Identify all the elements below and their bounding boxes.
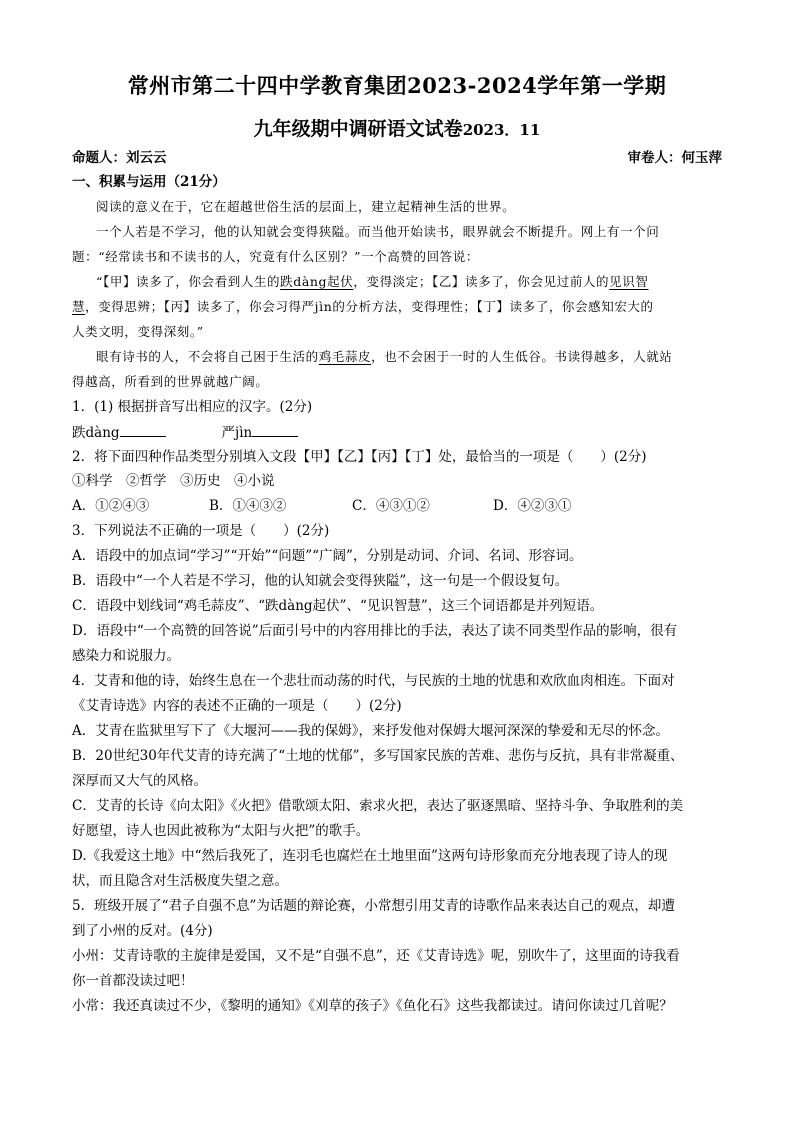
passage-paragraph-1: 阅读的意义在于，它在超越世俗生活的层面上，建立起精神生活的世界。 <box>96 199 516 214</box>
passage-paragraph-3-end: 人类文明，变得深刻。” <box>72 324 204 339</box>
exam-title: 常州市第二十四中学教育集团2023-2024学年第一学期 <box>127 73 667 98</box>
exam-subtitle <box>0 114 794 141</box>
underlined-word: 慧 <box>72 299 86 314</box>
passage-paragraph-3-cont <box>72 297 722 317</box>
passage-text: ，也不会困于一时的人生低谷。书读得越多，人就站 <box>371 349 673 364</box>
q3-option-d[interactable]: D．语段中“一个高赞的回答说”后面引号中的内容用排比的手法，表达了读不同类型作品的影响，很有 <box>72 623 678 639</box>
q1-stem: 1．(1) 根据拼音写出相应的汉字。(2分) <box>72 399 313 415</box>
q5-dialogue-xiaozhou: 小州：艾青诗歌的主旋律是爱国，又不是“自强不息”，还《艾青诗选》呢，别吹牛了，这里面的诗我看 <box>72 948 680 964</box>
q3-option-d-cont: 感染力和说服力。 <box>72 648 180 664</box>
q2-option-a[interactable]: A．①②④③ <box>72 498 150 514</box>
q2-options <box>72 496 722 516</box>
reviewer: 审卷人：何玉萍 <box>627 150 722 166</box>
q5-stem-cont: 到了小州的反对。(4分) <box>72 923 213 939</box>
answer-blank-2[interactable] <box>252 422 298 437</box>
passage-paragraph-3 <box>96 272 722 292</box>
q5-stem: 5．班级开展了“君子自强不息”为话题的辩论赛，小常想引用艾青的诗歌作品来表达自己的观点，却遭 <box>72 898 675 914</box>
passage-text: 眼有诗书的人，不会将自己困于生活的 <box>96 349 319 364</box>
q3-option-b[interactable]: B．语段中“一个人若是不学习，他的认知就会变得狭隘”，这一句是一个假设复句。 <box>72 573 569 589</box>
q4-option-c-cont: 好愿望，诗人也因此被称为“太阳与火把”的歌手。 <box>72 823 370 839</box>
q4-option-d-cont: 状，而且隐含对生活极度失望之意。 <box>72 873 288 889</box>
q2-types: ①科学 ②哲学 ③历史 ④小说 <box>72 473 275 489</box>
underlined-word: 见识智 <box>609 274 649 289</box>
q3-option-c[interactable]: C．语段中划线词“鸡毛蒜皮”、“跌dàng起伏”、“见识智慧”，这三个词语都是并列短语。 <box>72 598 604 614</box>
passage-paragraph-4 <box>96 347 722 367</box>
q1-blanks <box>72 422 722 443</box>
author-row <box>72 148 722 168</box>
exam-date: 2023．11 <box>462 121 541 139</box>
section-heading: 一、积累与运用（21分） <box>72 174 226 190</box>
q1-pinyin-1: 跌dàng <box>72 425 120 441</box>
underlined-word: 跌dàng起伏 <box>280 274 354 289</box>
q3-stem: 3．下列说法不正确的一项是（ ）(2分) <box>72 523 330 539</box>
q4-option-d[interactable]: D.《我爱这土地》中“然后我死了，连羽毛也腐烂在土地里面”这两句诗形象而充分地表现了诗人的现 <box>72 848 668 864</box>
passage-paragraph-2: 一个人若是不学习，他的认知就会变得狭隘。而当他开始读书，眼界就会不断提升。网上有一个问 <box>96 224 660 239</box>
q3-option-a[interactable]: A．语段中的加点词“学习”“开始”“问题”“广阔”，分别是动词、介词、名词、形容词。 <box>72 548 583 564</box>
q4-option-a[interactable]: A．艾青在监狱里写下了《大堰河——我的保姆》，来抒发他对保姆大堰河深深的挚爱和无尽的怀念。 <box>72 723 669 739</box>
q2-stem: 2．将下面四种作品类型分别填入文段【甲】【乙】【丙】【丁】处，最恰当的一项是（ ）(2分) <box>72 449 647 465</box>
underlined-word: 鸡毛蒜皮 <box>318 349 372 364</box>
q4-option-c[interactable]: C．艾青的长诗《向太阳》《火把》借歌颂太阳、索求火把，表达了驱逐黑暗、坚持斗争、争取胜利的美 <box>72 798 684 814</box>
q2-option-c[interactable]: C．④③①② <box>352 498 430 514</box>
q2-option-d[interactable]: D．④②③① <box>493 498 572 514</box>
q4-stem-cont: 《艾青诗选》内容的表述不正确的一项是（ ）(2分) <box>72 698 402 714</box>
passage-paragraph-2-cont: 题：“经常读书和不读书的人，究竟有什么区别？”一个高赞的回答说： <box>72 249 479 264</box>
passage-paragraph-4-cont: 得越高，所看到的世界就越广阔。 <box>72 374 269 389</box>
q4-option-b-cont: 深厚而又大气的风格。 <box>72 773 207 789</box>
author: 命题人：刘云云 <box>72 150 167 166</box>
passage-text: ，变得思辨；【丙】读多了，你会习得严jìn的分析方法，变得理性；【丁】读多了，你会感知宏大的 <box>85 299 654 314</box>
q5-dialogue-xiaozhou-cont: 你一首都没读过吧！ <box>72 973 194 989</box>
passage-text: “【甲】读多了，你会看到人生的 <box>96 274 281 289</box>
q4-stem: 4．艾青和他的诗，始终生息在一个悲壮而动荡的时代，与民族的土地的忧患和欢欣血肉相连。下面对 <box>72 673 675 689</box>
q2-option-b[interactable]: B．①④③② <box>209 498 287 514</box>
subtitle-text: 九年级期中调研语文试卷 <box>253 118 463 140</box>
q4-option-b[interactable]: B．20世纪30年代艾青的诗充满了“土地的忧郁”，多写国家民族的苦难、悲伤与反抗，具有非常凝重、 <box>72 748 684 764</box>
q1-pinyin-2: 严jìn <box>221 425 253 441</box>
answer-blank-1[interactable] <box>120 422 166 437</box>
passage-text: ，变得淡定；【乙】读多了，你会见过前人的 <box>353 274 610 289</box>
q5-dialogue-xiaochang: 小常：我还真读过不少，《黎明的通知》《刈草的孩子》《鱼化石》这些我都读过。请问你读过几首呢？ <box>72 998 673 1014</box>
